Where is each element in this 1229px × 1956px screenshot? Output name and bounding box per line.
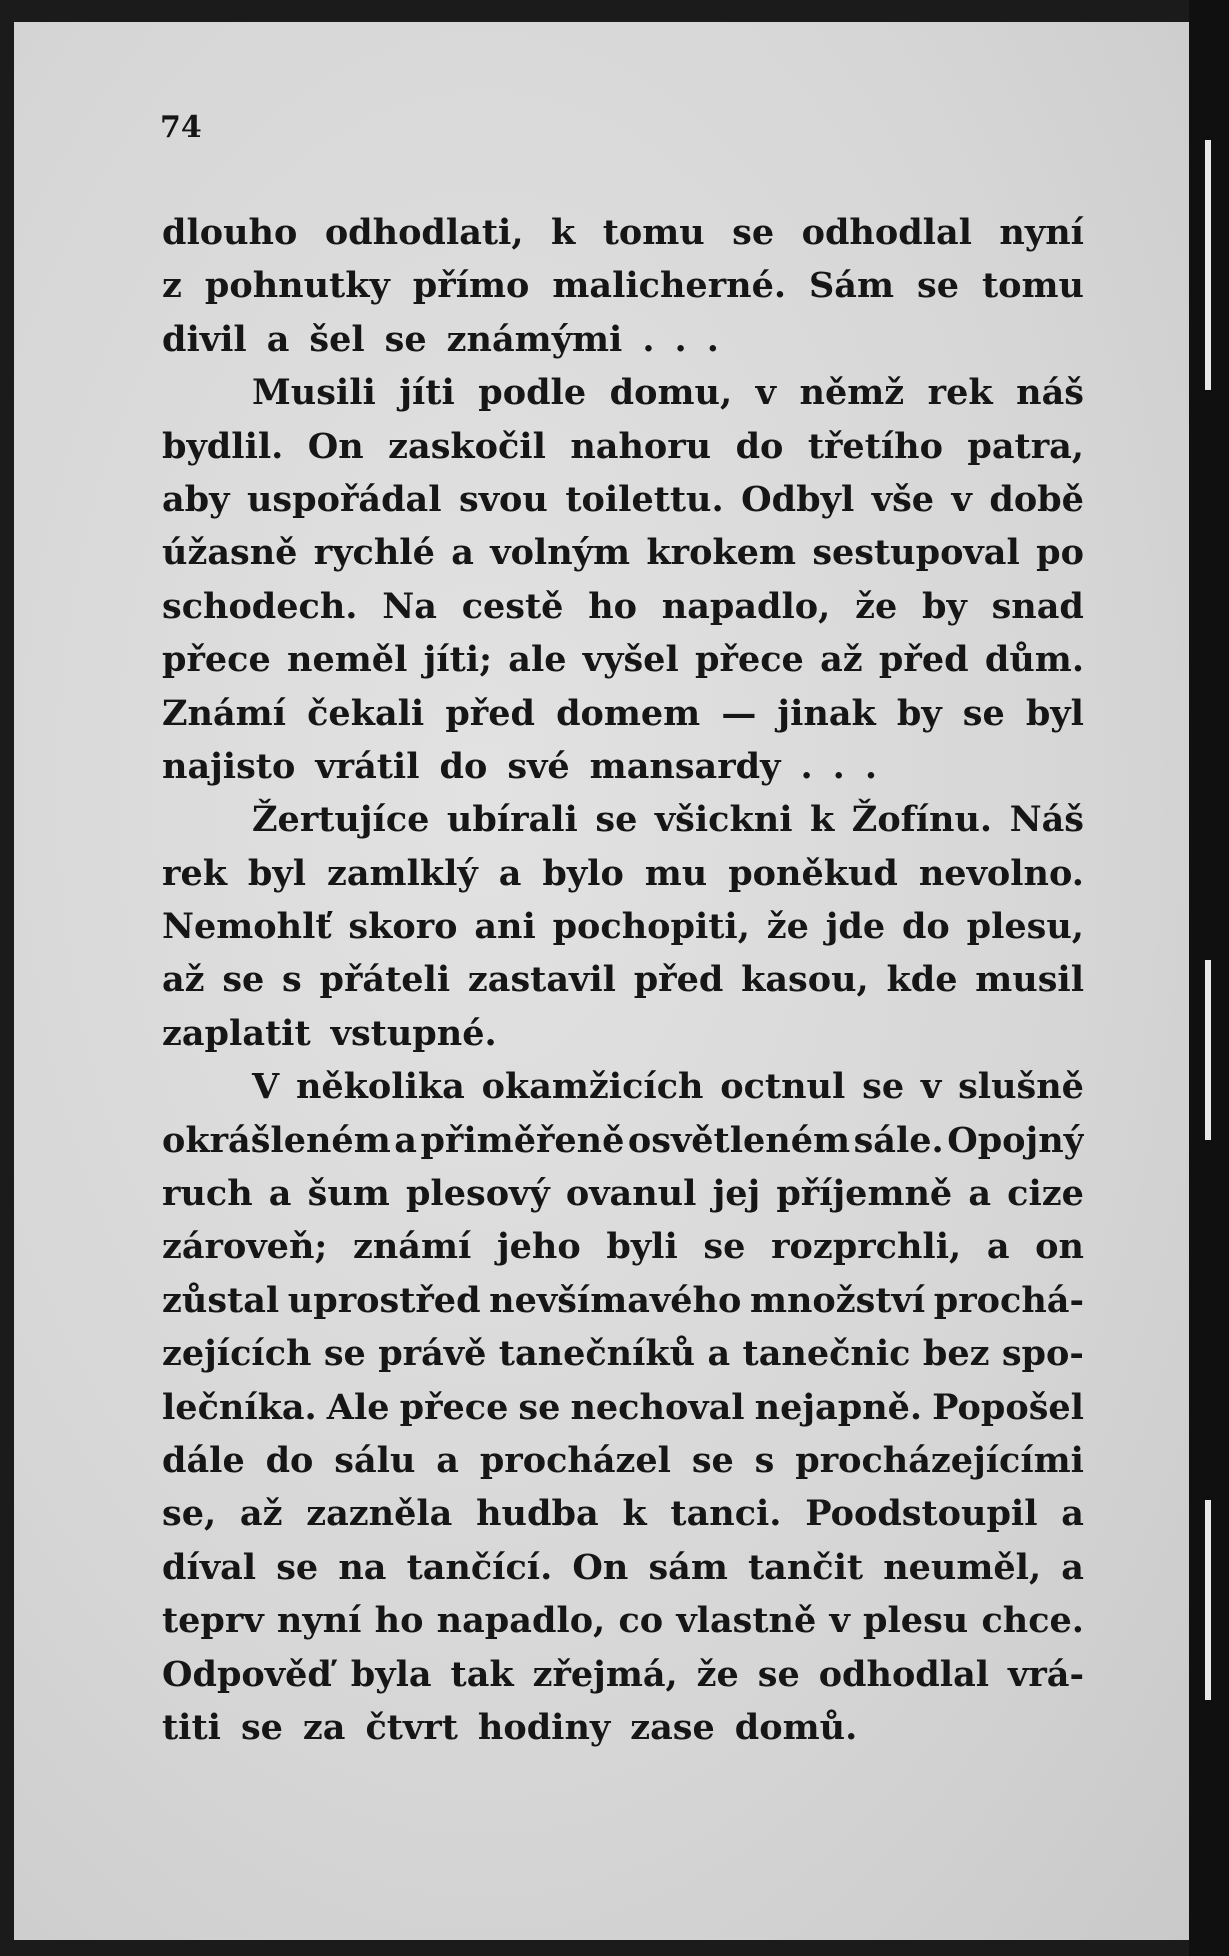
word: jde [825,906,886,948]
word: napadlo, [661,585,831,627]
word: ho [374,1600,424,1642]
word: krokem [646,532,796,574]
word: s [282,959,302,1001]
word: tomu [602,212,705,253]
word: přece [162,639,271,681]
word: ani [474,906,536,948]
word: několika [295,1066,465,1108]
page-number: 74 [160,110,202,145]
word: titi [162,1706,221,1748]
word: až [162,959,205,1001]
word: a [986,1226,1010,1268]
word: zejících [162,1333,312,1375]
text-line [162,313,1084,366]
word: do [735,425,784,467]
text-line [162,847,1084,900]
word: čekali [307,692,425,734]
word: tanečníků [498,1333,696,1375]
word: odhodlal [818,1653,990,1695]
word: patra, [967,425,1084,467]
word: slušně [958,1066,1084,1108]
word: přece [695,639,804,681]
word: Náš [1009,799,1084,841]
text-line [162,793,1084,846]
word: němž [799,372,905,414]
text-line [162,687,1084,740]
word: ovanul [565,1173,697,1215]
word: se [518,1386,561,1428]
word: Sám [809,265,895,307]
word: hodiny [477,1706,611,1748]
text-line [162,1594,1084,1647]
word: svou [459,478,548,520]
word: . [642,318,655,360]
word: době [989,478,1084,520]
word: se [276,1546,319,1588]
word: do [439,745,488,787]
word: odhodlati, [324,212,524,253]
word: procházel [479,1439,671,1481]
word: bylo [542,852,624,894]
text-line [162,1060,1084,1113]
word: nevolno. [918,852,1084,894]
word: se [323,1333,366,1375]
text-line [162,1541,1084,1594]
word: zřejmá, [532,1653,678,1695]
word: . [832,745,845,787]
word: čtvrt [365,1706,458,1748]
word: divil [162,318,247,360]
word: na [338,1546,387,1588]
word: zároveň; [162,1226,328,1268]
word: nejapně. [754,1386,923,1428]
word: bydlil. [162,425,284,467]
word: nyní [276,1600,362,1642]
word: podle [478,372,587,414]
word: dlouho [162,212,298,253]
word: vyšel [582,639,679,681]
word: k [550,212,576,253]
word: byla [350,1653,432,1695]
word: jeho [496,1226,581,1268]
word: a [1061,1493,1084,1535]
word: a [394,1119,417,1161]
text-line [162,420,1084,473]
text-line [162,473,1084,526]
word: se [240,1706,283,1748]
word: a [707,1333,731,1375]
word: sám [648,1546,728,1588]
word: před [878,639,969,681]
word: se [595,799,638,841]
text-line [162,526,1084,579]
word: zamlklý [326,852,478,894]
word: pochopiti, [552,906,750,948]
word: musil [975,959,1084,1001]
text-line [162,1274,1084,1327]
text-line [162,1114,1084,1167]
word: za [302,1706,346,1748]
word: on [1035,1226,1084,1268]
word: třetího [807,425,943,467]
word: najisto [162,745,296,787]
edge-streak [1205,960,1211,1140]
word: že [696,1653,739,1695]
word: domu, [609,372,733,414]
word: Na [382,585,437,627]
word: v [920,1066,942,1108]
text-line [162,259,1084,312]
word: malicherné. [552,265,787,307]
word: v [829,1600,850,1642]
word: Odpověď [162,1653,332,1695]
text-line [162,953,1084,1006]
word: uprostřed [287,1279,481,1321]
word: by [896,692,942,734]
word: zaplatit [162,1012,311,1054]
word: se, [162,1493,217,1535]
word: schodech. [162,585,358,627]
word: neměl [287,639,408,681]
word: . [706,318,719,360]
word: se [757,1653,800,1695]
text-line [162,580,1084,633]
text-line [162,900,1084,953]
word: před [445,692,535,734]
word: přímo [412,265,530,307]
word: rychlé [313,532,435,574]
word: teprv [162,1600,264,1642]
word: do [265,1439,314,1481]
word: okrášleném [162,1119,391,1161]
word: jej [712,1173,761,1215]
word: mansardy [589,745,781,787]
word: aby [162,478,230,520]
word: . [864,745,878,787]
word: plesu [863,1600,969,1642]
word: až [239,1493,283,1535]
word: sestupoval [812,532,1020,574]
edge-streak [1205,1500,1211,1700]
word: pohnutky [204,265,390,307]
word: chce. [981,1600,1084,1642]
text-line [162,1220,1084,1273]
word: snad [991,585,1084,627]
word: se [384,318,427,360]
word: z [162,265,182,307]
word: rozprchli, [771,1226,962,1268]
text-line [162,1487,1084,1540]
word: tanečnic [742,1333,911,1375]
word: dále [162,1439,245,1481]
word: známí [352,1226,472,1268]
word: a [498,852,522,894]
word: ubírali [446,799,578,841]
word: sále. [853,1119,944,1161]
word: byl [247,852,307,894]
word: do [901,906,950,948]
word: napadlo, [436,1600,606,1642]
word: domem [556,692,701,734]
word: lečníka. [162,1386,317,1428]
word: všickni [654,799,793,841]
body-text [162,206,1084,1754]
word: Žertujíce [252,799,430,841]
word: přiměřeně [420,1119,625,1161]
word: a [268,1173,292,1215]
word: se [222,959,265,1001]
word: ho [588,585,637,627]
word: právě [378,1333,487,1375]
word: se [962,692,1005,734]
word: a [968,1173,992,1215]
text-line [162,206,1084,259]
word: s [754,1439,775,1481]
word: tak [450,1653,514,1695]
word: nechoval [570,1386,745,1428]
word: šum [307,1173,390,1215]
word: zastavil [467,959,616,1001]
text-line [162,1007,1084,1060]
word: tomu [981,265,1084,307]
word: k [622,1493,647,1535]
word: se [917,265,959,307]
word: vstupné. [330,1012,497,1054]
word: cize [1007,1173,1084,1215]
word: odhodlal [801,212,972,253]
word: a [1061,1546,1084,1588]
word: se [862,1066,905,1108]
word: a [451,532,474,574]
word: až [820,639,863,681]
word: jíti; [423,639,492,681]
word: co [618,1600,664,1642]
text-line [162,1381,1084,1434]
word: vrá- [1007,1653,1084,1695]
word: díval [162,1546,257,1588]
text-line [162,1167,1084,1220]
word: On [572,1546,629,1588]
word: se [691,1439,734,1481]
word: osvětleném [627,1119,851,1161]
word: k [810,799,835,841]
word: nyní [999,212,1084,253]
word: v [951,478,972,520]
word: zase [630,1706,715,1748]
word: volným [490,532,631,574]
word: že [855,585,898,627]
word: Nemohlť [162,906,332,948]
word: mu [644,852,708,894]
word: jinak [777,692,876,734]
word: toilettu. [565,478,724,520]
word: že [766,906,809,948]
word: dům. [984,639,1084,681]
word: On [307,425,364,467]
text-line [162,740,1084,793]
word: poněkud [728,852,898,894]
word: Žofínu. [851,799,993,841]
word: sálu [334,1439,416,1481]
word: octnul [720,1066,846,1108]
word: ale [508,639,567,681]
word: přece [399,1386,509,1428]
word: jíti [399,372,455,414]
text-line [162,1327,1084,1380]
word: kde [886,959,958,1001]
word: a [436,1439,459,1481]
word: vlastně [676,1600,817,1642]
word: příjemně [776,1173,953,1215]
word: před [633,959,724,1001]
word: Popošel [932,1386,1084,1428]
word: ruch [162,1173,253,1215]
word: známými [446,318,623,360]
word: Opojný [947,1119,1084,1161]
word: hudba [476,1493,599,1535]
word: Odbyl [741,478,855,520]
word: přáteli [319,959,451,1001]
word: šel [309,318,365,360]
word: V [252,1066,280,1108]
word: náš [1016,372,1084,414]
word: okamžicích [481,1066,704,1108]
word: Známí [162,692,287,734]
word: cestě [461,585,564,627]
word: rek [927,372,993,414]
edge-streak [1205,140,1211,390]
word: spo- [1001,1333,1084,1375]
word: uspořádal [246,478,442,520]
word: a [266,318,290,360]
word: domů. [734,1706,858,1748]
word: tančit [748,1546,864,1588]
word: byl [1025,692,1084,734]
word: vše [871,478,935,520]
word: tanci. [670,1493,782,1535]
text-line [162,366,1084,419]
text-line [162,1701,1084,1754]
word: . [674,318,687,360]
word: plesový [405,1173,550,1215]
word: se [732,212,775,253]
word: — [721,692,757,734]
word: procházejícími [795,1439,1084,1481]
word: po [1036,532,1084,574]
word: plesu, [966,906,1084,948]
word: se [703,1226,746,1268]
word: rek [162,852,227,894]
word: zůstal [162,1279,280,1321]
word: Ale [326,1386,390,1428]
word: tančící. [406,1546,553,1588]
word: prochá- [933,1279,1084,1321]
word: nahoru [570,425,712,467]
word: Poodstoupil [805,1493,1038,1535]
word: byli [606,1226,678,1268]
word: . [800,745,813,787]
word: kasou, [741,959,869,1001]
word: by [922,585,967,627]
word: úžasně [162,532,298,574]
word: Musili [252,372,376,414]
word: vrátil [315,745,420,787]
word: v [755,372,776,414]
word: skoro [348,906,458,948]
word: množství [749,1279,926,1321]
word: své [507,745,570,787]
word: zazněla [306,1493,453,1535]
word: zaskočil [388,425,546,467]
text-line [162,1434,1084,1487]
word: bez [922,1333,990,1375]
text-line [162,633,1084,686]
word: neuměl, [883,1546,1042,1588]
word: nevšímavého [489,1279,742,1321]
text-line [162,1648,1084,1701]
